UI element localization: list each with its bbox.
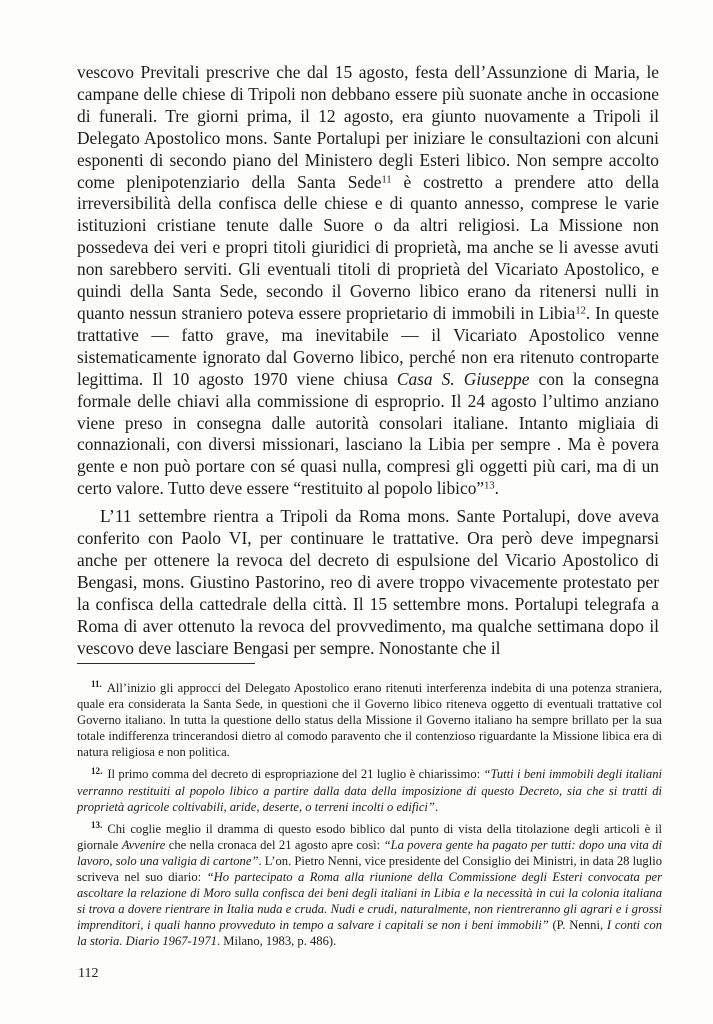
footnote-text: . Milano, 1983, p. 486).	[216, 934, 337, 949]
paragraph-1-part-a: vescovo Previtali prescrive che dal 15 agosto, festa dell’Assunzione di Maria, le campane delle chiese di Tripoli non debbano essere più suonate anche in occasione di funerali. Tre giorni prima, il 12 agosto, era giunto nuovamente a Tripoli il Delegato Apostolico mons. Sante Portalupi per iniziare le consultazioni con alcuni esponenti di secondo piano del Ministero degli Esteri libico. Non sempre accolto come plenipotenziario della Santa Sede	[77, 62, 659, 192]
footnote-ref-13[interactable]: 13	[484, 480, 495, 492]
footnote-text: .	[434, 799, 439, 814]
footnote-text: (P. Nenni,	[548, 918, 607, 933]
main-text	[77, 62, 659, 659]
paragraph-1	[77, 62, 659, 500]
footnote-quote: “Tutti i beni immobili degli italiani verranno restituiti al popolo libico a partire dalla data della imposizione di questo Decreto, sia che si tratti di proprietà agricole coltivabili, aride, deserte, o terreni incolti o edifici”	[77, 767, 662, 814]
footnote-text: che nella cronaca del 21 agosto apre così:	[165, 837, 384, 852]
page-number: 112	[78, 966, 99, 981]
footnote-number: 11.	[91, 679, 102, 690]
paragraph-1-part-d: con la consegna formale delle chiavi alla commissione di esproprio. Il 24 agosto l’ultimo anziano viene preso in consegna dalle autorità consolari italiane. Intanto migliaia di connazionali, con diversi missionari, lasciano la Libia per sempre . Ma è povera gente e non può portare con sé quasi nulla, compresi gli oggetti più cari, ma di un certo valore. Tutto deve essere “restituito al popolo libico”	[77, 368, 660, 499]
paragraph-1-part-c: . In queste trattative — fatto grave, ma inevitabile — il Vicariato Apostolico venne sistematicamente ignorato dal Governo libico, perché non era ritenuto controparte legittima. Il 10 agosto 1970 viene chiusa	[77, 302, 659, 389]
paragraph-1-part-b: è costretto a prendere atto della irreversibilità della confisca delle chiese e di quanto annesso, comprese le varie istituzioni cristiane tenute dalle Suore o da altri religiosi. La Missione non possedeva dei veri e propri titoli giuridici di proprietà, ma anche se li avesse avuti non sarebbero serviti. Gli eventuali titoli di proprietà del Vicariato Apostolico, e quindi della Santa Sede, secondo il Governo libico erano da ritenersi nulli in quanto nessun straniero poteva essere proprietario di immobili in Libia	[77, 171, 659, 323]
footnote-text: All’inizio gli approcci del Delegato Apostolico erano ritenuti interferenza indebita di una potenza straniera, quale era considerata la Santa Sede, in questioni che il Governo libico riteneva oggetto di eventuali trattative col Governo italiano. In tutta la questione dello status della Missione il Governo italiano ha sempre brillato per la sua totale indifferenza trincerandosi dietro al comodo paravento che il contenzioso riguardante la Missione libica era di natura religiosa e non politica.	[77, 681, 662, 760]
paragraph-2: L’11 settembre rientra a Tripoli da Roma mons. Sante Portalupi, dove aveva conferito con Paolo VI, per continuare le trattative. Ora però deve impegnarsi anche per ottenere la revoca del decreto di espulsione del Vicario Apostolico di Bengasi, mons. Giustino Pastorino, reo di avere troppo vivacemente protestato per la confisca della cattedrale della città. Il 15 settembre mons. Portalupi telegrafa a Roma di aver ottenuto la revoca del provvedimento, ma qualche settimana dopo il vescovo deve lasciare Bengasi per sempre. Nonostante che il	[77, 506, 659, 658]
footnote-quote: Avvenire	[121, 837, 166, 852]
footnote-12	[77, 766, 662, 814]
casa-s-giuseppe: Casa S. Giuseppe	[396, 368, 530, 389]
footnote-ref-11[interactable]: 11	[381, 173, 392, 185]
footnote-quote: “Ho partecipato a Roma alla riunione della Commissione degli Esteri convocata per ascoltare la relazione di Moro sulla confisca dei beni degli italiani in Libia e la necessità in cui la colonia italiana si trova a dovere rientrare in Italia nuda e cruda. Nudi e crudi, naturalmente, non rientreranno gli agrari e i grossi imprenditori, i quali hanno provveduto in tempo a salvare i capitali se non i beni immobili”	[77, 870, 662, 933]
paragraph-1-part-e: .	[494, 478, 499, 499]
footnote-11	[77, 680, 662, 760]
footnote-separator	[77, 663, 255, 664]
footnote-number: 12.	[91, 765, 103, 776]
footnote-13	[77, 821, 662, 950]
footnotes	[77, 680, 662, 956]
footnote-book-title: I conti con la storia. Diario 1967-1971	[77, 918, 662, 949]
footnote-ref-12[interactable]: 12	[575, 305, 586, 317]
footnote-quote: “La povera gente ha pagato per tutti: dopo una vita di lavoro, solo una valigia di cartone”	[77, 837, 662, 868]
footnote-text: Chi coglie meglio il dramma di questo esodo biblico dal punto di vista della titolazione degli articoli è il giornale	[77, 821, 662, 852]
footnote-text: Il primo comma del decreto di espropriazione del 21 luglio è chiarissimo:	[107, 767, 484, 782]
footnote-number: 13.	[91, 820, 103, 831]
footnote-text: . L’on. Pietro Nenni, vice presidente del Consiglio dei Ministri, in data 28 luglio scriveva nel suo diario:	[77, 853, 663, 885]
